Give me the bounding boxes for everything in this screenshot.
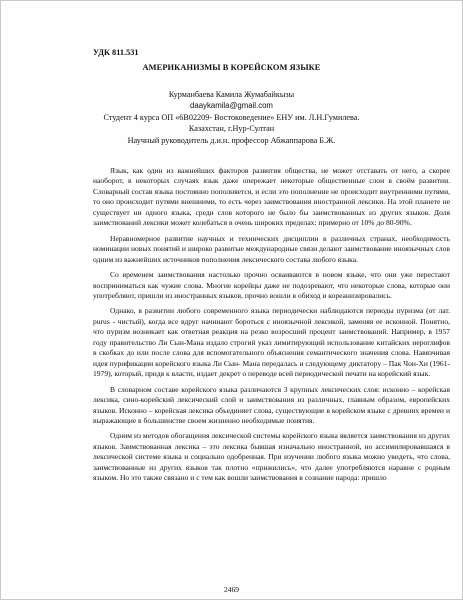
author-name: Курманбаева Камила Жумабайкызы bbox=[168, 90, 295, 99]
article-body bbox=[93, 166, 450, 489]
paragraph: Со временем заимствования настолько прочно осваиваются в новом языке, что они уже перестают восприниматься как чужие слова. Многие корейцы даже не подозревают, что некоторые слова, которые они употребляют, пришли из иностранных языков, прочно вошли в обиход и кореанизировались. bbox=[93, 270, 450, 300]
udk-code: УДК 811.531 bbox=[93, 48, 139, 57]
paragraph: Неравномерное развитие научных и технических дисциплин в различных странах, необходимость номинации новых понятий и широко развитые международные связи делают заимствование иноязычных слов одним из важнейших источников пополнения лексического состава любого языка. bbox=[93, 233, 450, 264]
paragraph: Язык, как один из важнейших факторов развития общества, не может отставать от него, а скорее наоборот, в некоторых случаях язык даже опережает некоторые общественные слои в своём развитии. Словарный состав языка постоянно пополняется, и если это пополнение не происходит внутренними путями, то оно происходит путями внешними, то есть через заимствования иностранной лексики. На этой планете не существует ни одного языка, среди слов которого не было бы заимствованных из других языков. Доля заимствований лексики может колебаться в очень широких пределах: примерно от 10% до 80-90%. bbox=[93, 166, 450, 228]
scientific-supervisor: Научный руководитель д.и.н. профессор Абжаппарова Б.Ж. bbox=[127, 135, 336, 145]
author-block bbox=[1, 89, 462, 146]
paragraph: Однако, в развитии любого современного языка периодически наблюдаются периоды пуризма (от лат. purus - чистый), когда все вдруг начинают бороться с иноязычной лексикой, заменяя ее исконной. Понятно, что пуризм возникает как ответная реакция на резко возросший процент заимствований. Например, в 1957 году правительство Ли Сын-Мана издало строгий указ лимитирующий использование китайских иероглифов в скобках до или после слова для вспомогательного объяснения семантического значения слова. Навязчивая идея пурификации корейского языка Ли Сын- Мана передалась и следующему диктатору – Пак Чон-Хи (1961-1979), который, придя к власти, издает декрет о переводе всей периодической печати на корейский язык. bbox=[93, 306, 450, 379]
author-location: Казахстан, г.Нур-Султан bbox=[188, 124, 275, 134]
author-affiliation: Студент 4 курса ОП «6В02209- Востоковедение» ЕНУ им. Л.Н.Гумилева. bbox=[103, 112, 360, 122]
author-email: daaykamila@gmail.com bbox=[190, 101, 273, 111]
page-number: 2469 bbox=[224, 585, 239, 594]
paragraph: В словарном составе корейского языка различаются 3 крупных лексических слоя: исконно – корейская лексика, сино-корейский лексический слой и заимствования из различных, главным образом, европейских языков. Исконно – корейская лексика объединяет слова, существующие в корейском языке с древних времен и выражающие в большинстве своем жизненно необходимые понятия. bbox=[93, 384, 450, 425]
article-title: АМЕРИКАНИЗМЫ В КОРЕЙСКОМ ЯЗЫКЕ bbox=[142, 63, 321, 72]
paragraph: Одним из методов обогащения лексической системы корейского языка является заимствования из других языков. Заимствованная лексика – это лексика бывшая изначально иностранной, но ассимилировавшаяся в лексической системе языка и социально одобренная. При изучении любого языка можно увидеть, что слова, заимствованные из других языков так плотно «прижились», что далее употребляются наравне с родным языком. Но это также связано и с тем как вошли заимствования в сознание народа: пришло bbox=[93, 431, 450, 483]
